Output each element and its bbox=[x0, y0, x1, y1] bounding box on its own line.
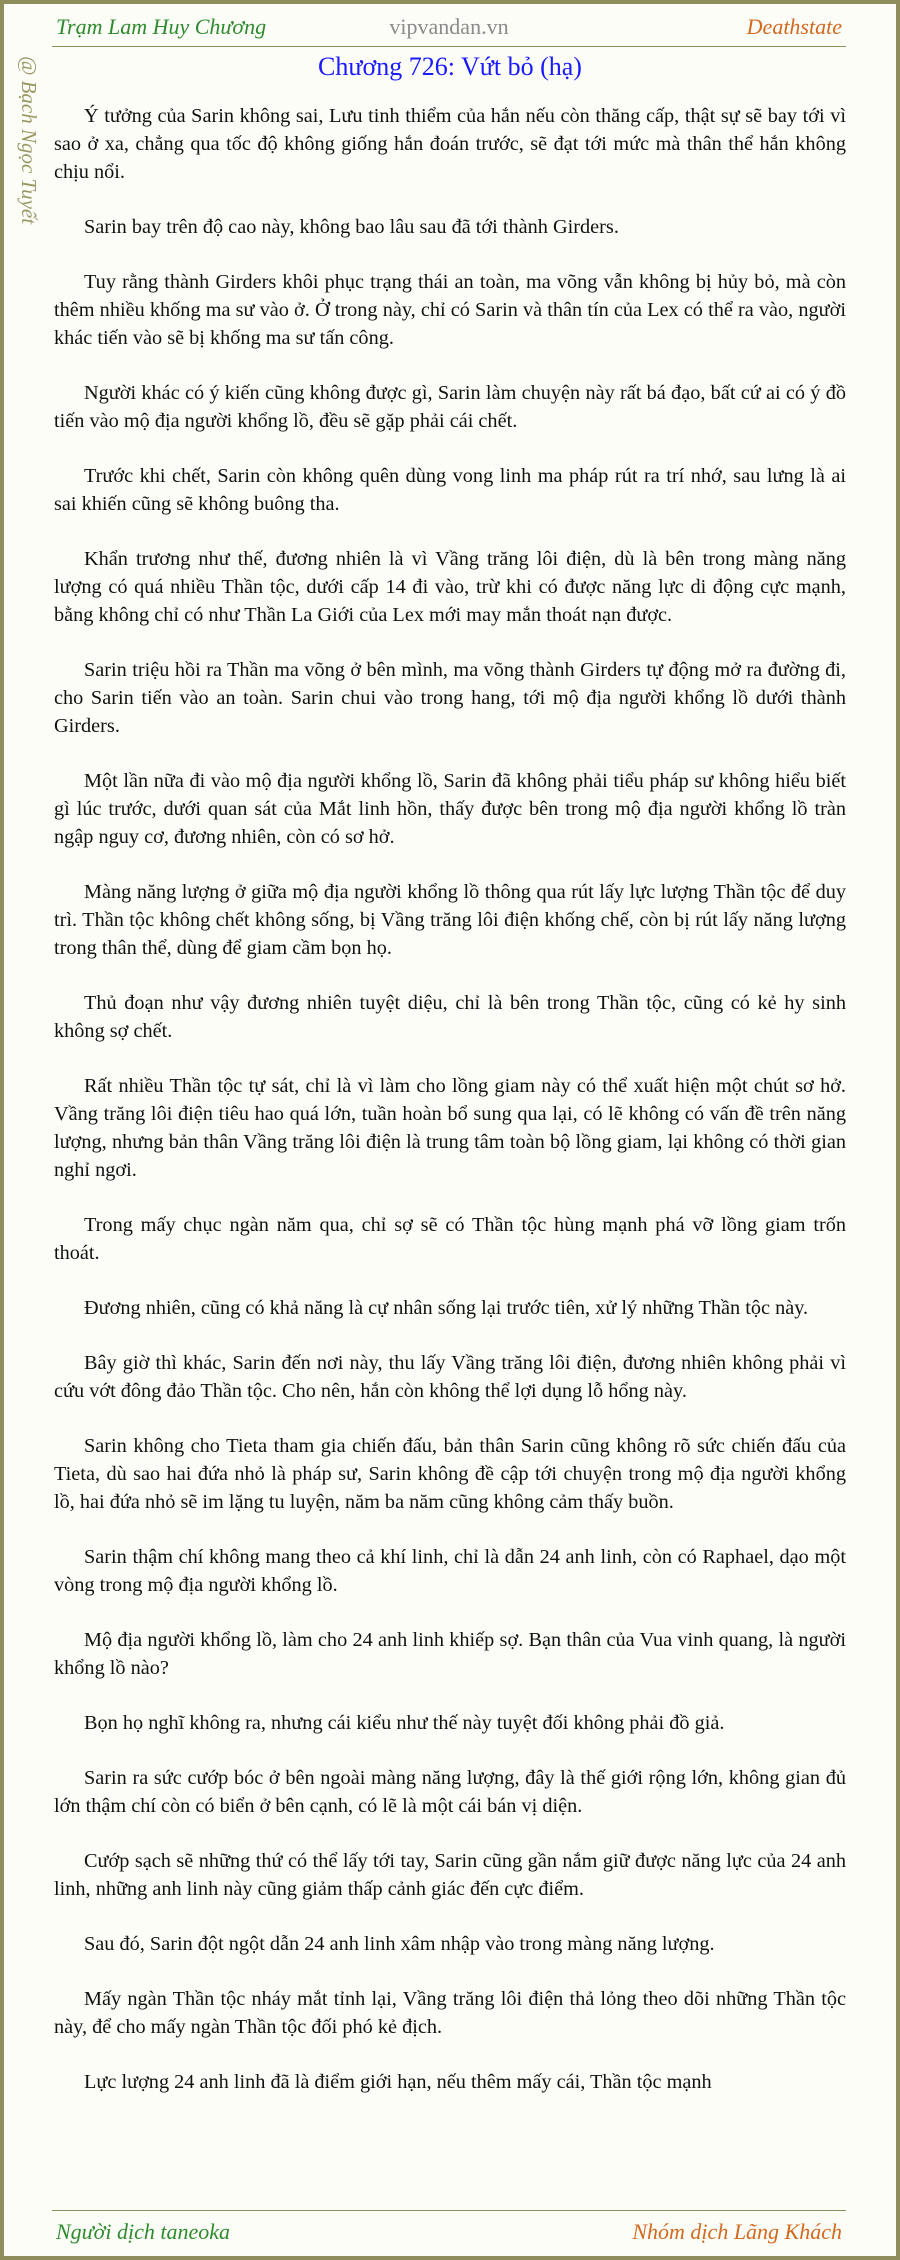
page-footer bbox=[52, 2210, 846, 2251]
paragraph: Sarin bay trên độ cao này, không bao lâu sau đã tới thành Girders. bbox=[84, 216, 619, 238]
paragraph: Bọn họ nghĩ không ra, nhưng cái kiểu như thế này tuyệt đối không phải đồ giả. bbox=[84, 1712, 725, 1734]
header-author: Deathstate bbox=[746, 14, 842, 39]
paragraph: Lực lượng 24 anh linh đã là điểm giới hạn, nếu thêm mấy cái, Thần tộc mạnh bbox=[84, 2071, 712, 2093]
paragraph: Khẩn trương như thế, đương nhiên là vì Vầng trăng lôi điện, dù là bên trong màng năng lượng có quá nhiều Thần tộc, dưới cấp 14 đi vào, trừ khi có được năng lực di động cực mạnh, bằng không chỉ có như Thần La Giới của Lex mới may mắn thoát nạn được. bbox=[54, 548, 846, 626]
paragraph: Người khác có ý kiến cũng không được gì, Sarin làm chuyện này rất bá đạo, bất cứ ai có ý đồ tiến vào mộ địa người khổng lồ, đều sẽ gặp phải cái chết. bbox=[54, 382, 846, 432]
paragraph: Sarin ra sức cướp bóc ở bên ngoài màng năng lượng, đây là thế giới rộng lớn, không gian đủ lớn thậm chí còn có biển ở bên cạnh, có lẽ là một cái bán vị diện. bbox=[54, 1767, 846, 1817]
paragraph: Màng năng lượng ở giữa mộ địa người khổng lồ thông qua rút lấy lực lượng Thần tộc để duy trì. Thần tộc không chết không sống, bị Vầng trăng lôi điện khống chế, còn bị rút lấy năng lượng trong thân thể, dùng để giam cầm bọn họ. bbox=[54, 881, 846, 959]
paragraph: Bây giờ thì khác, Sarin đến nơi này, thu lấy Vầng trăng lôi điện, đương nhiên không phải vì cứu vớt đông đảo Thần tộc. Cho nên, hắn còn không thể lợi dụng lỗ hổng này. bbox=[54, 1352, 846, 1402]
page-header bbox=[52, 10, 846, 47]
chapter-body bbox=[54, 102, 846, 2192]
paragraph: Sau đó, Sarin đột ngột dẫn 24 anh linh xâm nhập vào trong màng năng lượng. bbox=[84, 1933, 715, 1955]
header-domain: vipvandan.vn bbox=[389, 14, 509, 39]
footer-group: Nhóm dịch Lãng Khách bbox=[632, 2219, 842, 2244]
paragraph: Rất nhiều Thần tộc tự sát, chỉ là vì làm cho lồng giam này có thể xuất hiện một chút sơ hở. Vầng trăng lôi điện tiêu hao quá lớn, tuần hoàn bổ sung qua lại, có lẽ không có vấn đề trên năng lượng, nhưng bản thân Vầng trăng lôi điện là trung tâm toàn bộ lồng giam, lại không có thời gian nghỉ ngơi. bbox=[54, 1075, 846, 1181]
paragraph: Một lần nữa đi vào mộ địa người khổng lồ, Sarin đã không phải tiểu pháp sư không hiểu biết gì lúc trước, dưới quan sát của Mắt linh hồn, thấy được bên trong mộ địa người khổng lồ tràn ngập nguy cơ, đương nhiên, còn có sơ hở. bbox=[54, 770, 846, 848]
paragraph: Ý tưởng của Sarin không sai, Lưu tinh thiểm của hắn nếu còn thăng cấp, thật sự sẽ bay tới vì sao ở xa, chẳng qua tốc độ không giống hắn đoán trước, sẽ đạt tới mức mà thân thể hắn không chịu nổi. bbox=[54, 105, 846, 183]
paragraph: Sarin thậm chí không mang theo cả khí linh, chỉ là dẫn 24 anh linh, còn có Raphael, dạo một vòng trong mộ địa người khổng lồ. bbox=[54, 1546, 846, 1596]
header-site-name: Trạm Lam Huy Chương bbox=[56, 14, 267, 39]
paragraph: Sarin triệu hồi ra Thần ma võng ở bên mình, ma võng thành Girders tự động mở ra đường đi, cho Sarin tiến vào an toàn. Sarin chui vào trong hang, tới mộ địa người khổng lồ dưới thành Girders. bbox=[54, 659, 846, 737]
paragraph: Mấy ngàn Thần tộc nháy mắt tỉnh lại, Vầng trăng lôi điện thả lỏng theo dõi những Thần tộc này, để cho mấy ngàn Thần tộc đối phó kẻ địch. bbox=[54, 1988, 846, 2038]
side-watermark-text: @ Bạch Ngọc Tuyết bbox=[17, 56, 41, 225]
paragraph: Trước khi chết, Sarin còn không quên dùng vong linh ma pháp rút ra trí nhớ, sau lưng là ai sai khiến cũng sẽ không buông tha. bbox=[54, 465, 846, 515]
paragraph: Tuy rằng thành Girders khôi phục trạng thái an toàn, ma võng vẫn không bị hủy bỏ, mà còn thêm nhiều khống ma sư vào ở. Ở trong này, chỉ có Sarin và thân tín của Lex có thể ra vào, người khác tiến vào sẽ bị khống ma sư tấn công. bbox=[54, 271, 846, 349]
footer-translator: Người dịch taneoka bbox=[56, 2219, 231, 2244]
paragraph: Sarin không cho Tieta tham gia chiến đấu, bản thân Sarin cũng không rõ sức chiến đấu của Tieta, dù sao hai đứa nhỏ là pháp sư, Sarin không đề cập tới chuyện trong mộ địa người khổng lồ, hai đứa nhỏ sẽ im lặng tu luyện, năm ba năm cũng không cảm thấy buồn. bbox=[54, 1435, 846, 1513]
paragraph: Thủ đoạn như vậy đương nhiên tuyệt diệu, chỉ là bên trong Thần tộc, cũng có kẻ hy sinh không sợ chết. bbox=[54, 992, 846, 1042]
paragraph: Cướp sạch sẽ những thứ có thể lấy tới tay, Sarin cũng gần nắm giữ được năng lực của 24 anh linh, những anh linh này cũng giảm thấp cảnh giác đến cực điểm. bbox=[54, 1850, 846, 1900]
paragraph: Mộ địa người khổng lồ, làm cho 24 anh linh khiếp sợ. Bạn thân của Vua vinh quang, là người khổng lồ nào? bbox=[54, 1629, 846, 1679]
paragraph: Trong mấy chục ngàn năm qua, chỉ sợ sẽ có Thần tộc hùng mạnh phá vỡ lồng giam trốn thoát. bbox=[54, 1214, 846, 1264]
side-watermark bbox=[12, 52, 42, 272]
paragraph: Đương nhiên, cũng có khả năng là cự nhân sống lại trước tiên, xử lý những Thần tộc này. bbox=[84, 1297, 809, 1319]
chapter-title: Chương 726: Vứt bỏ (hạ) bbox=[318, 52, 582, 81]
